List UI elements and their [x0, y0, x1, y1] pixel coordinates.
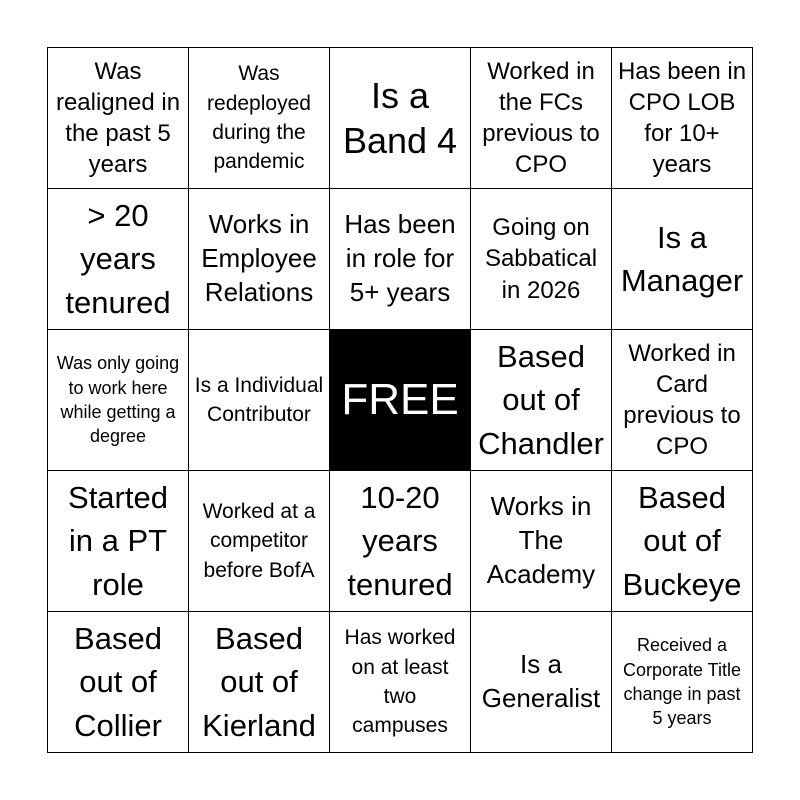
- bingo-cell[interactable]: [612, 471, 753, 612]
- bingo-cell[interactable]: [330, 48, 471, 189]
- bingo-cell-text: Based out of Buckeye: [622, 479, 742, 602]
- bingo-cell-text: Worked in Card previous to CPO: [623, 339, 741, 461]
- bingo-board: [47, 47, 753, 753]
- bingo-cell[interactable]: [612, 612, 753, 753]
- bingo-cell-text: Based out of Collier: [74, 620, 162, 743]
- bingo-cell[interactable]: [48, 330, 189, 471]
- bingo-cell-text: Is a Generalist: [481, 649, 601, 713]
- bingo-cell[interactable]: [48, 471, 189, 612]
- bingo-cell[interactable]: [189, 189, 330, 330]
- bingo-cell-text: Worked at a competitor before BofA: [202, 499, 316, 582]
- bingo-cell[interactable]: [189, 471, 330, 612]
- bingo-cell-text: Was only going to work here while getting a degree: [56, 353, 180, 447]
- free-space-cell[interactable]: [330, 330, 471, 471]
- bingo-cell-text: Based out of Kierland: [202, 620, 316, 743]
- bingo-cell-text: Is a Individual Contributor: [194, 373, 324, 426]
- free-space-text: FREE: [341, 375, 459, 424]
- bingo-cell-text: Has been in role for 5+ years: [344, 209, 456, 307]
- bingo-cell[interactable]: [189, 612, 330, 753]
- bingo-cell[interactable]: [471, 612, 612, 753]
- bingo-cell-text: > 20 years tenured: [65, 197, 171, 320]
- bingo-cell[interactable]: [48, 189, 189, 330]
- bingo-cell[interactable]: [330, 189, 471, 330]
- bingo-cell[interactable]: [330, 471, 471, 612]
- bingo-cell-text: Received a Corporate Title change in past 5 years: [622, 635, 742, 729]
- bingo-cell-text: Was realigned in the past 5 years: [55, 57, 181, 179]
- bingo-cell-text: Based out of Chandler: [478, 338, 604, 461]
- bingo-cell-text: Going on Sabbatical in 2026: [484, 214, 598, 304]
- bingo-cell[interactable]: [612, 330, 753, 471]
- bingo-cell-text: Has worked on at least two campuses: [344, 626, 456, 738]
- bingo-cell[interactable]: [471, 471, 612, 612]
- bingo-cell[interactable]: [48, 612, 189, 753]
- bingo-cell-text: Started in a PT role: [68, 479, 168, 602]
- bingo-cell-text: Has been in CPO LOB for 10+ years: [617, 57, 747, 179]
- bingo-cell-text: Is a Manager: [620, 219, 744, 298]
- bingo-cell[interactable]: [471, 48, 612, 189]
- bingo-cell-text: Is a Band 4: [342, 75, 458, 161]
- bingo-cell[interactable]: [189, 330, 330, 471]
- bingo-cell-text: Works in Employee Relations: [201, 209, 317, 307]
- bingo-cell[interactable]: [48, 48, 189, 189]
- bingo-cell-text: Worked in the FCs previous to CPO: [482, 57, 600, 179]
- bingo-cell[interactable]: [471, 330, 612, 471]
- bingo-cell[interactable]: [471, 189, 612, 330]
- bingo-cell-text: Works in The Academy: [486, 491, 596, 589]
- bingo-cell[interactable]: [612, 48, 753, 189]
- bingo-cell[interactable]: [612, 189, 753, 330]
- bingo-cell-text: 10-20 years tenured: [347, 479, 453, 602]
- bingo-cell[interactable]: [189, 48, 330, 189]
- bingo-cell-text: Was redeployed during the pandemic: [207, 62, 311, 174]
- bingo-cell[interactable]: [330, 612, 471, 753]
